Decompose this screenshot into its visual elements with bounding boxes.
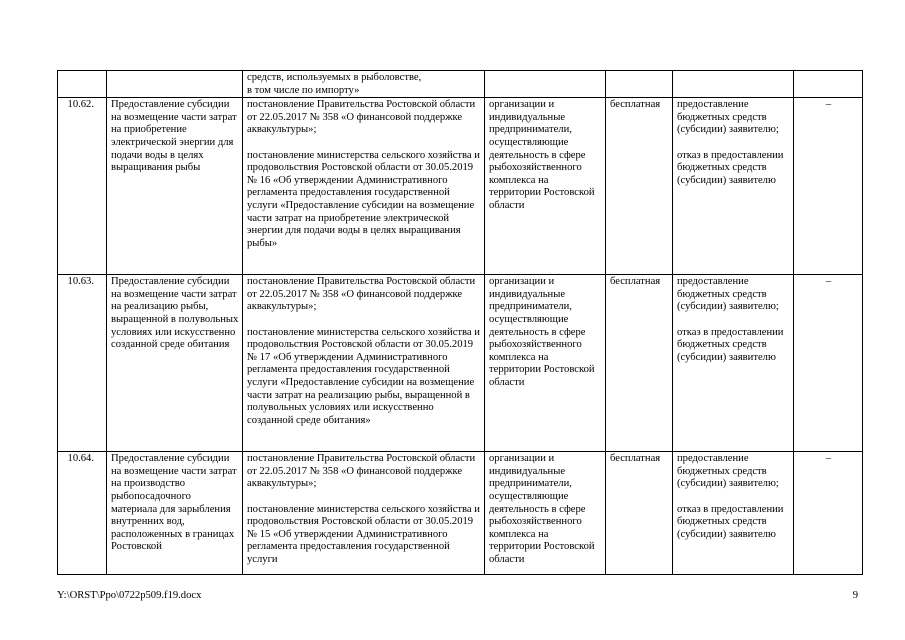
applicant-category: организации и индивидуальные предприниматели, осуществляющие деятельность в сфере рыбохозяйственного комплекса на территории Ростовской области xyxy=(485,275,606,452)
service-cost: бесплатная xyxy=(606,452,673,575)
extra-info xyxy=(794,71,863,98)
service-result: предоставление бюджетных средств (субсидии) заявителю; отказ в предоставлении бюджетных средств (субсидии) заявителю xyxy=(673,452,794,575)
extra-info: – xyxy=(794,275,863,452)
applicant-category xyxy=(485,71,606,98)
service-cost xyxy=(606,71,673,98)
services-table xyxy=(57,70,863,575)
row-number: 10.63. xyxy=(58,275,107,452)
service-result xyxy=(673,71,794,98)
row-number: 10.64. xyxy=(58,452,107,575)
legal-basis: постановление Правительства Ростовской области от 22.05.2017 № 358 «О финансовой поддержке аквакультуры»; постановление министерства сельского хозяйства и продовольствия Ростовской области от 30.05.2019 № 17 «Об утверждении Административного регламента предоставления государственной услуги «Предоставление субсидии на возмещение части затрат на реализацию рыбы, выращенной в полувольных условиях или искусственно созданной среде обитания» xyxy=(243,275,485,452)
legal-basis: постановление Правительства Ростовской области от 22.05.2017 № 358 «О финансовой поддержке аквакультуры»; постановление министерства сельского хозяйства и продовольствия Ростовской области от 30.05.2019 № 15 «Об утверждении Административного регламента предоставления государственной услуги xyxy=(243,452,485,575)
service-result: предоставление бюджетных средств (субсидии) заявителю; отказ в предоставлении бюджетных средств (субсидии) заявителю xyxy=(673,275,794,452)
service-name: Предоставление субсидии на возмещение части затрат на приобретение электрической энергии для подачи воды в целях выращивания рыбы xyxy=(107,98,243,275)
extra-info: – xyxy=(794,98,863,275)
row-number: 10.62. xyxy=(58,98,107,275)
service-cost: бесплатная xyxy=(606,98,673,275)
page-number: 9 xyxy=(852,590,858,601)
table-row xyxy=(58,275,863,452)
table-row xyxy=(58,98,863,275)
service-result: предоставление бюджетных средств (субсидии) заявителю; отказ в предоставлении бюджетных средств (субсидии) заявителю xyxy=(673,98,794,275)
legal-basis: средств, используемых в рыболовстве, в том числе по импорту» xyxy=(243,71,485,98)
service-name: Предоставление субсидии на возмещение части затрат на реализацию рыбы, выращенной в полувольных условиях или искусственно созданной среде обитания xyxy=(107,275,243,452)
applicant-category: организации и индивидуальные предприниматели, осуществляющие деятельность в сфере рыбохозяйственного комплекса на территории Ростовской области xyxy=(485,452,606,575)
legal-basis: постановление Правительства Ростовской области от 22.05.2017 № 358 «О финансовой поддержке аквакультуры»; постановление министерства сельского хозяйства и продовольствия Ростовской области от 30.05.2019 № 16 «Об утверждении Административного регламента предоставления государственной услуги «Предоставление субсидии на возмещение части затрат на приобретение электрической энергии для подачи воды в целях выращивания рыбы» xyxy=(243,98,485,275)
footer-file-path: Y:\ORST\Ppo\0722p509.f19.docx xyxy=(57,590,202,601)
row-number xyxy=(58,71,107,98)
service-cost: бесплатная xyxy=(606,275,673,452)
service-name: Предоставление субсидии на возмещение части затрат на производство рыбопосадочного материала для зарыбления внутренних вод, расположенных в границах Ростовской xyxy=(107,452,243,575)
service-name xyxy=(107,71,243,98)
extra-info: – xyxy=(794,452,863,575)
applicant-category: организации и индивидуальные предприниматели, осуществляющие деятельность в сфере рыбохозяйственного комплекса на территории Ростовской области xyxy=(485,98,606,275)
table-row xyxy=(58,71,863,98)
table-row xyxy=(58,452,863,575)
